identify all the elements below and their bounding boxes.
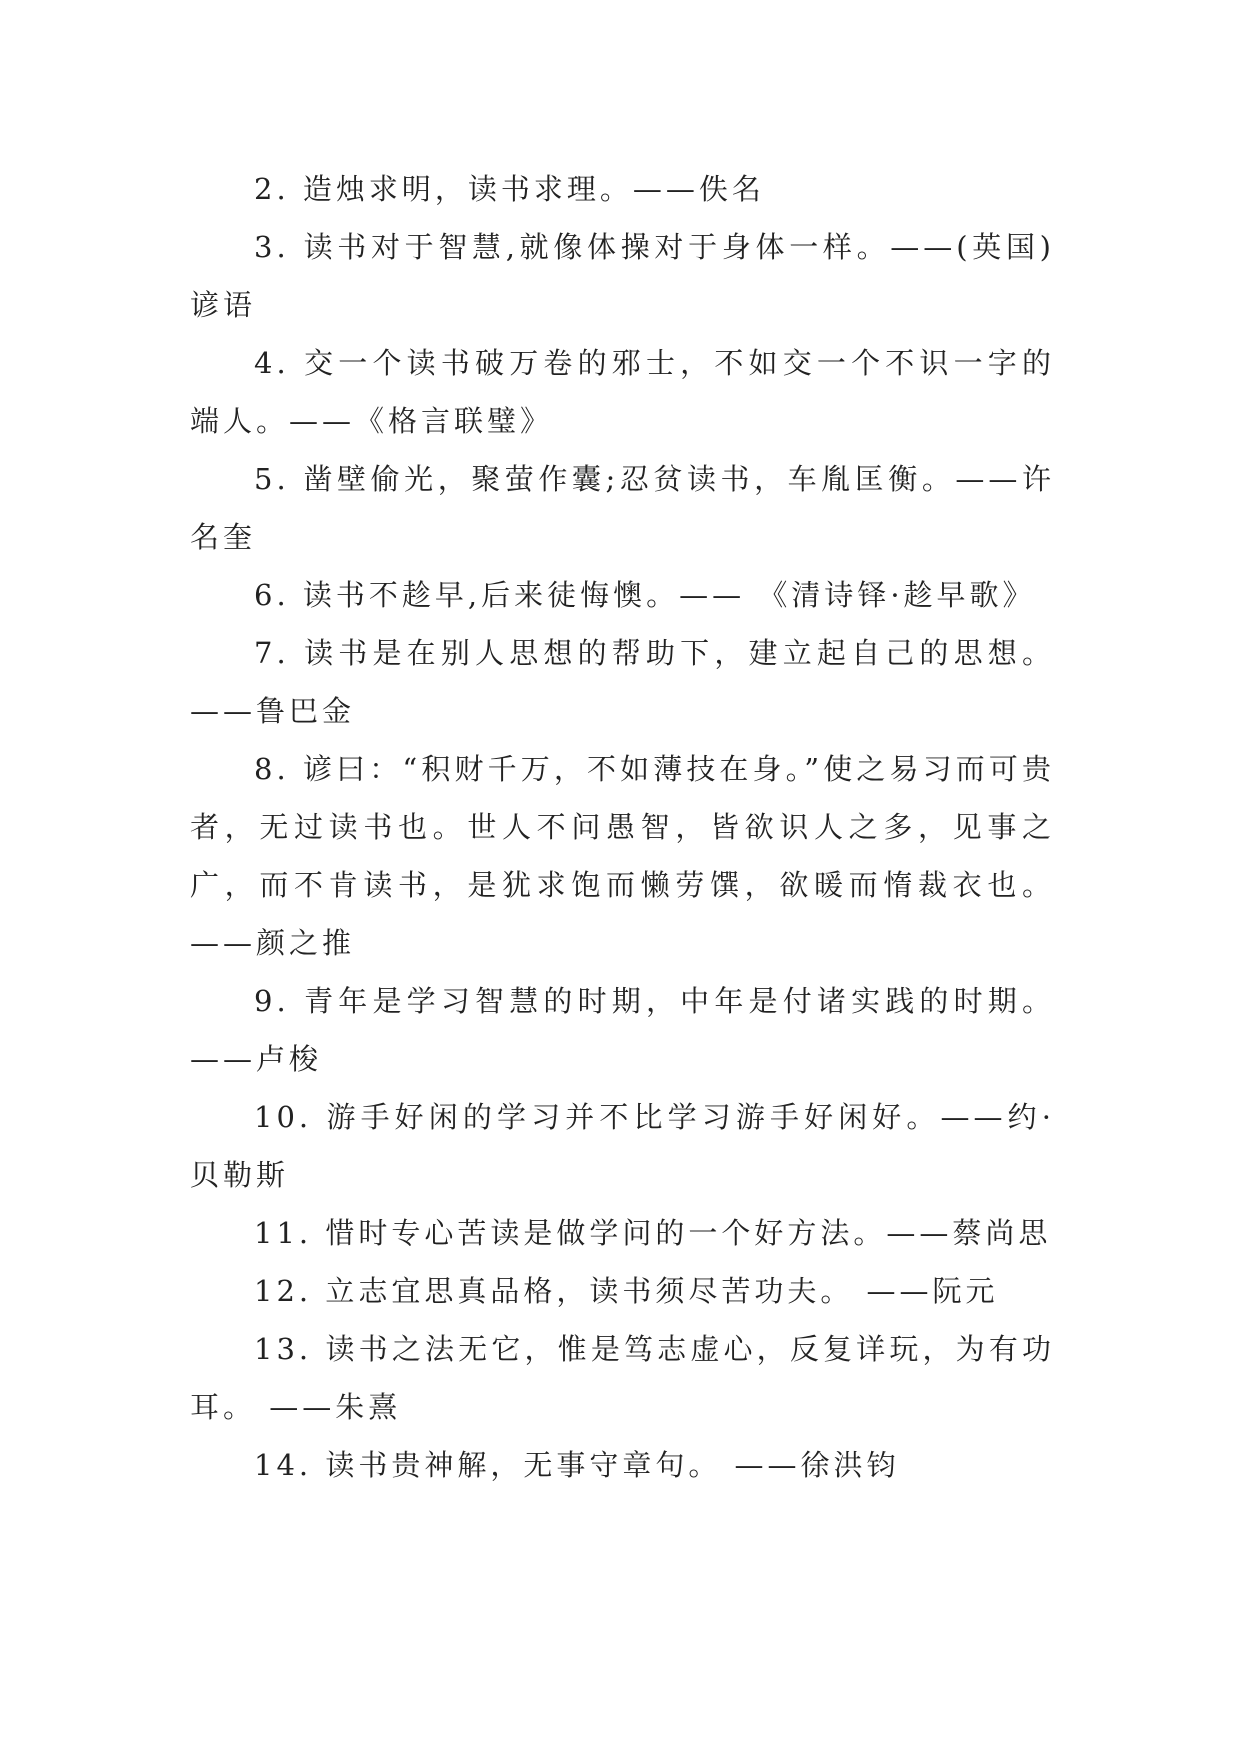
quote-item: 9. 青年是学习智慧的时期，中年是付诸实践的时期。——卢梭 <box>190 984 1055 1076</box>
quote-item: 10. 游手好闲的学习并不比学习游手好闲好。——约·贝勒斯 <box>190 1100 1055 1192</box>
quote-item: 13. 读书之法无它，惟是笃志虚心，反复详玩，为有功耳。 ——朱熹 <box>190 1332 1055 1424</box>
quote-item: 14. 读书贵神解，无事守章句。 ——徐洪钧 <box>254 1448 900 1482</box>
quote-item: 12. 立志宜思真品格，读书须尽苦功夫。 ——阮元 <box>254 1274 999 1308</box>
quote-list <box>190 160 1055 1494</box>
quote-item: 3. 读书对于智慧,就像体操对于身体一样。——(英国)谚语 <box>190 230 1055 322</box>
quote-item: 4. 交一个读书破万卷的邪士，不如交一个不识一字的端人。——《格言联璧》 <box>190 346 1055 438</box>
quote-item: 2. 造烛求明，读书求理。——佚名 <box>254 172 765 206</box>
quote-item: 8. 谚曰：“积财千万，不如薄技在身。”使之易习而可贵者，无过读书也。世人不问愚智，皆欲识人之多，见事之广，而不肯读书，是犹求饱而懒劳馔，欲暖而惰裁衣也。——颜之推 <box>190 752 1055 960</box>
quote-item: 5. 凿壁偷光，聚萤作囊;忍贫读书，车胤匡衡。——许名奎 <box>190 462 1055 554</box>
quote-item: 7. 读书是在别人思想的帮助下，建立起自己的思想。——鲁巴金 <box>190 636 1055 728</box>
quote-item: 11. 惜时专心苦读是做学问的一个好方法。——蔡尚思 <box>254 1216 1052 1250</box>
quote-item: 6. 读书不趁早,后来徒悔懊。—— 《清诗铎·趁早歌》 <box>254 578 1036 612</box>
